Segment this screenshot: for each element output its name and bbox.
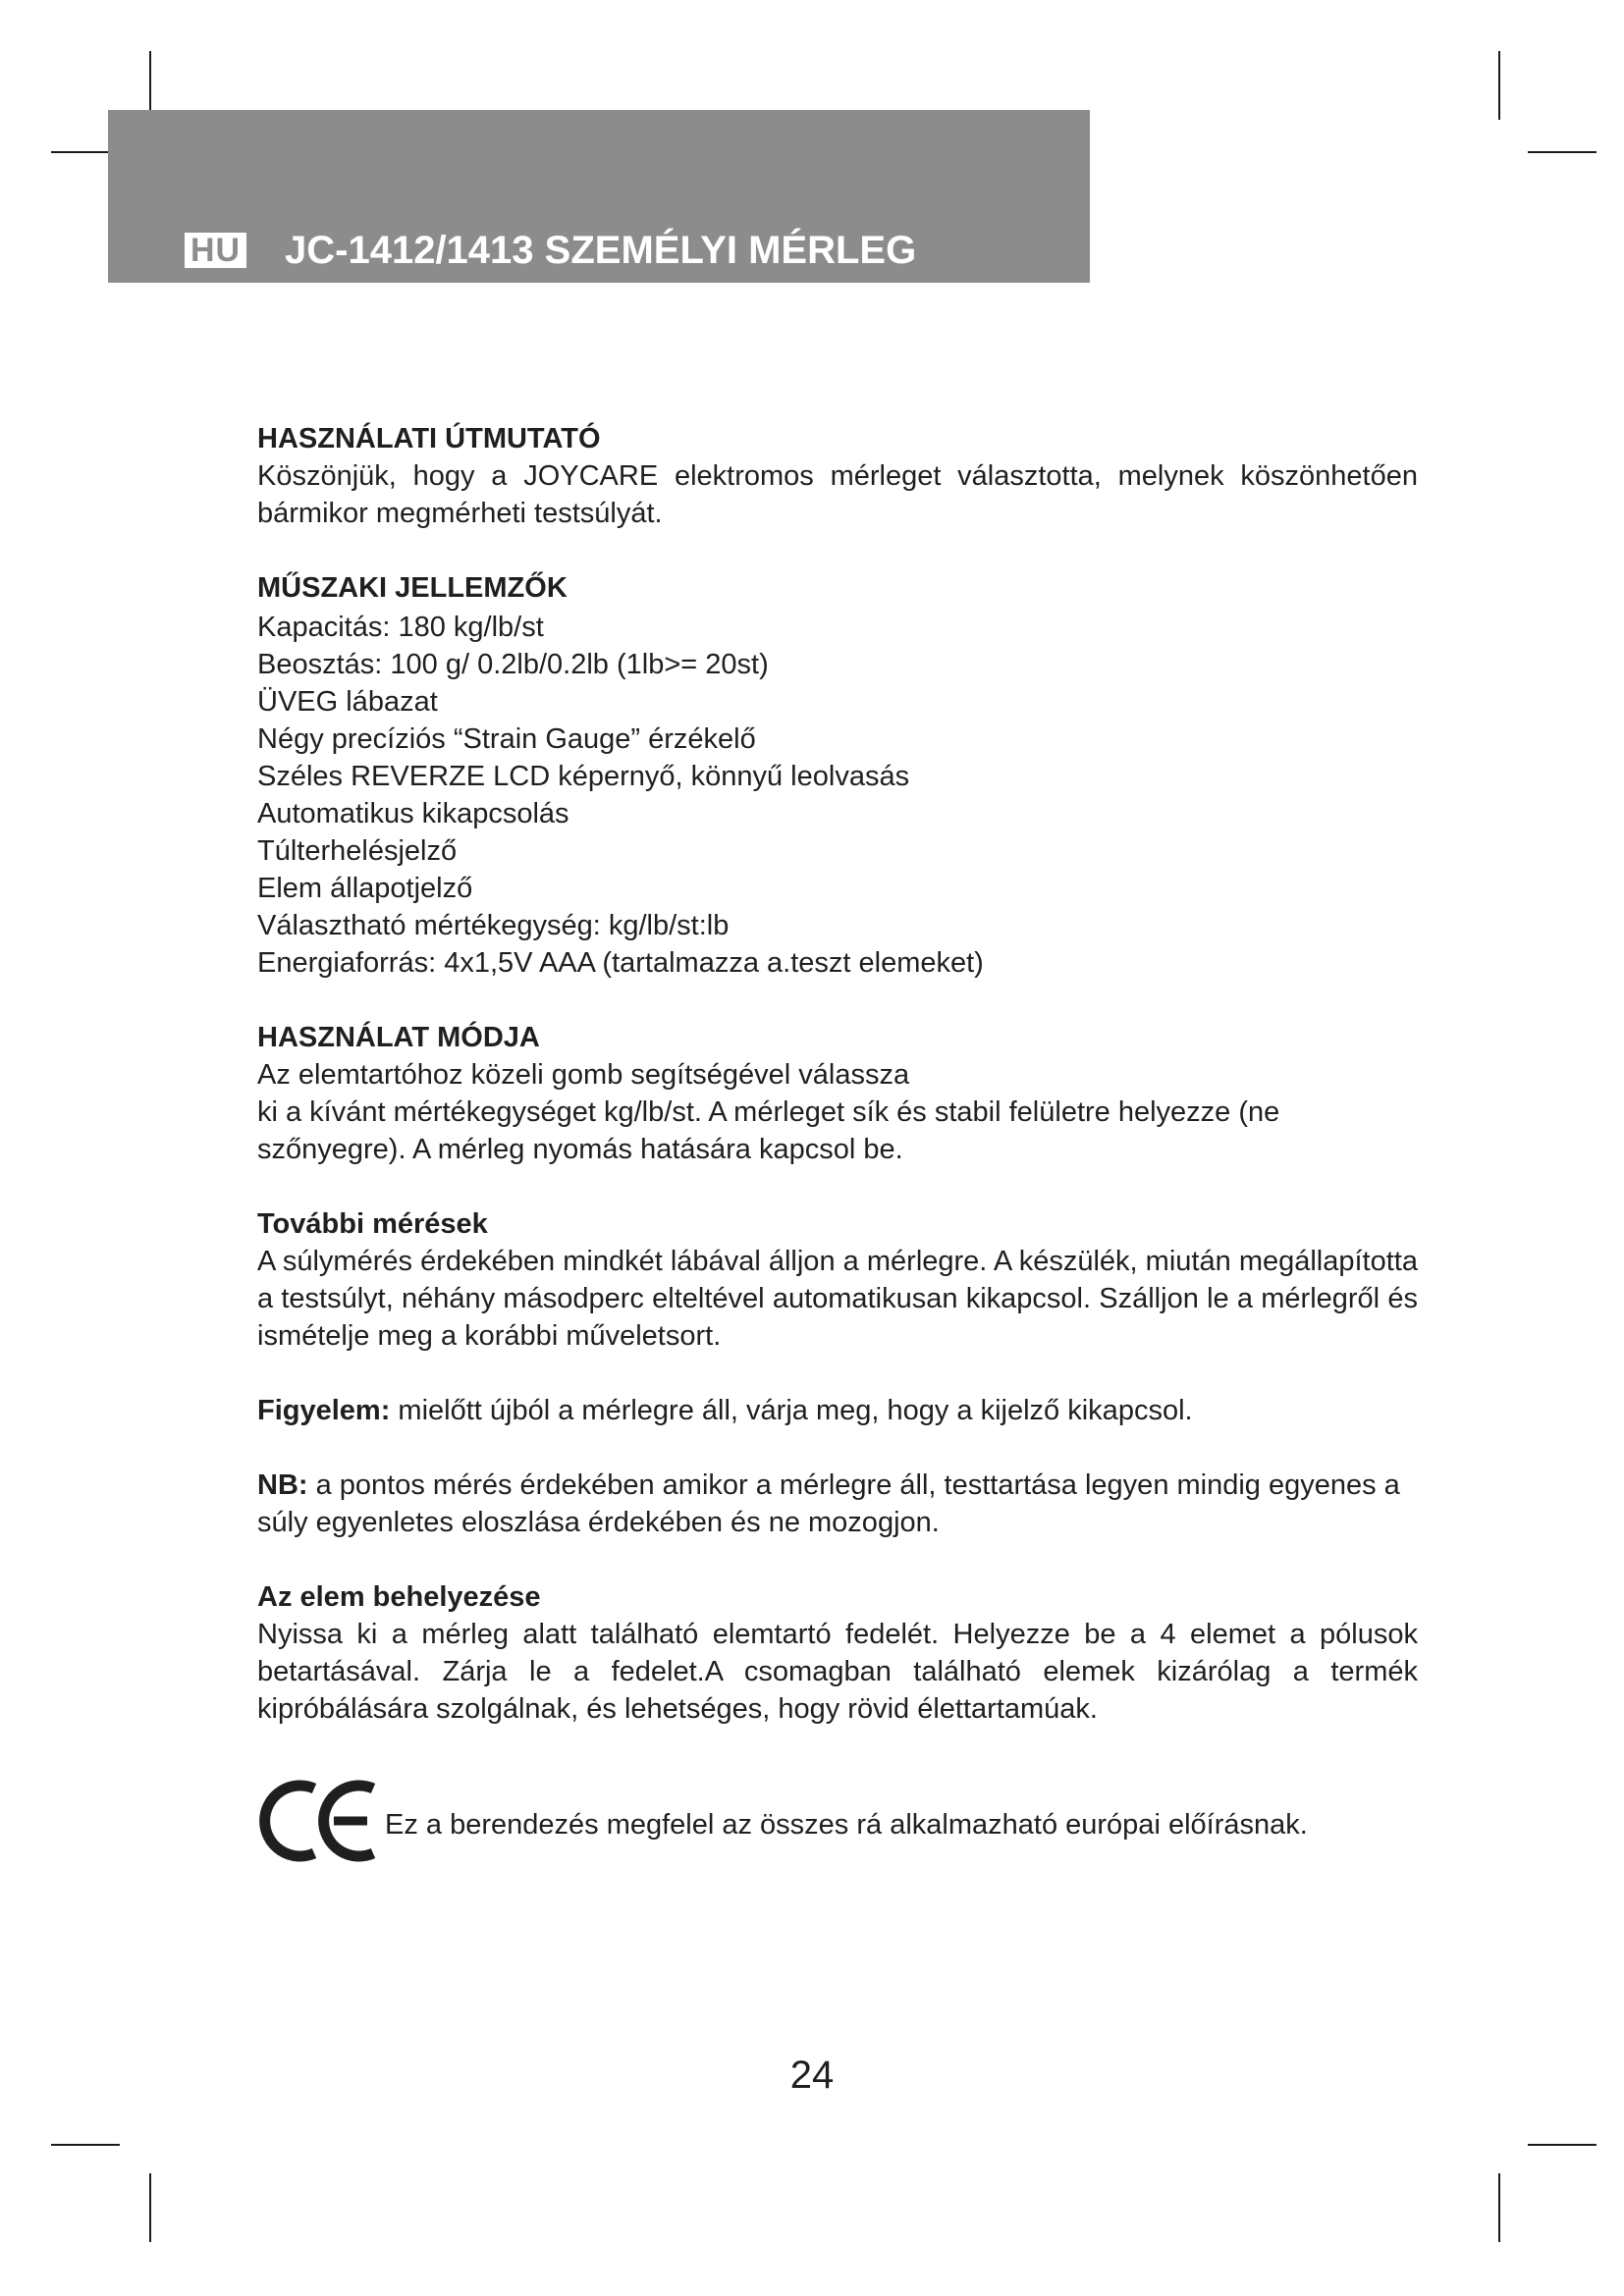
- ce-mark-icon: [257, 1767, 380, 1875]
- crop-mark-top-right-horizontal: [1528, 151, 1597, 153]
- crop-mark-bottom-right-vertical: [1498, 2173, 1500, 2242]
- spec-item: ÜVEG lábazat: [257, 686, 438, 718]
- page-title: JC-1412/1413 SZEMÉLYI MÉRLEG: [285, 229, 917, 272]
- language-badge: HU: [185, 233, 246, 268]
- spec-item: Energiaforrás: 4x1,5V AAA (tartalmazza a.teszt elemeket): [257, 947, 984, 979]
- further-text: A súlymérés érdekében mindkét lábával álljon a mérlegre. A készülék, miután megállapította a testsúlyt, néhány másodperc elteltével automatikusan kikapcsol. Szálljon le a mérlegről és ismételje meg a korábbi műveletsort.: [257, 1246, 1418, 1352]
- usage-heading: HASZNÁLAT MÓDJA: [257, 1022, 540, 1053]
- crop-mark-bottom-left-horizontal: [51, 2144, 120, 2146]
- usage-text: ki a kívánt mértékegységet kg/lb/st. A mérleget sík és stabil felületre helyezze (ne szőnyegre). A mérleg nyomás hatására kapcsol be.: [257, 1096, 1280, 1165]
- ce-compliance: [257, 1767, 1418, 1875]
- warning-label: Figyelem:: [257, 1395, 391, 1426]
- battery-heading: Az elem behelyezése: [257, 1581, 541, 1613]
- header-bar: [108, 110, 1090, 283]
- spec-item: Széles REVERZE LCD képernyő, könnyű leolvasás: [257, 761, 910, 792]
- warning-section: [257, 1392, 1418, 1429]
- note-text: [257, 1467, 1418, 1541]
- manual-content: [257, 420, 1418, 1765]
- crop-mark-bottom-right-horizontal: [1528, 2144, 1597, 2146]
- spec-item: Túlterhelésjelző: [257, 835, 458, 867]
- warning-body: mielőtt újból a mérlegre áll, várja meg, hogy a kijelző kikapcsol.: [390, 1395, 1193, 1426]
- spec-item: Négy precíziós “Strain Gauge” érzékelő: [257, 723, 756, 755]
- spec-item: Kapacitás: 180 kg/lb/st: [257, 612, 544, 643]
- spec-item: Választható mértékegység: kg/lb/st:lb: [257, 910, 730, 941]
- usage-section: [257, 1019, 1418, 1168]
- battery-text: Nyissa ki a mérleg alatt található elemtartó fedelét. Helyezze be a 4 elemet a pólusok betartásával. Zárja le a fedelet.A csomagban található elemek kizárólag a termék kipróbálására szolgálnak, és lehetséges, hogy rövid élettartamúak.: [257, 1619, 1418, 1725]
- usage-text-line1: Az elemtartóhoz közeli gomb segítségével válassza: [257, 1059, 910, 1091]
- further-heading: További mérések: [257, 1208, 488, 1240]
- spec-item: Automatikus kikapcsolás: [257, 798, 569, 829]
- crop-mark-top-right-vertical: [1498, 51, 1500, 120]
- specs-heading: MŰSZAKI JELLEMZŐK: [257, 572, 568, 604]
- note-body: a pontos mérés érdekében amikor a mérlegre áll, testtartása legyen mindig egyenes a súly egyenletes eloszlása érdekében és ne mozogjon.: [257, 1469, 1400, 1538]
- intro-heading: HASZNÁLATI ÚTMUTATÓ: [257, 423, 601, 454]
- intro-section: [257, 420, 1418, 532]
- page-number: 24: [789, 2054, 835, 2097]
- spec-item: Elem állapotjelző: [257, 873, 473, 904]
- ce-compliance-text: Ez a berendezés megfelel az összes rá alkalmazható európai előírásnak.: [385, 1809, 1308, 1841]
- warning-text: [257, 1392, 1418, 1429]
- note-label: NB:: [257, 1469, 308, 1501]
- intro-text: Köszönjük, hogy a JOYCARE elektromos mérleget választotta, melynek köszönhetően bármikor megmérheti testsúlyát.: [257, 460, 1418, 529]
- specs-section: [257, 569, 1418, 982]
- further-section: [257, 1205, 1418, 1355]
- spec-item: Beosztás: 100 g/ 0.2lb/0.2lb (1lb>= 20st): [257, 649, 769, 680]
- battery-section: [257, 1578, 1418, 1728]
- crop-mark-bottom-left-vertical: [149, 2173, 151, 2242]
- note-section: [257, 1467, 1418, 1541]
